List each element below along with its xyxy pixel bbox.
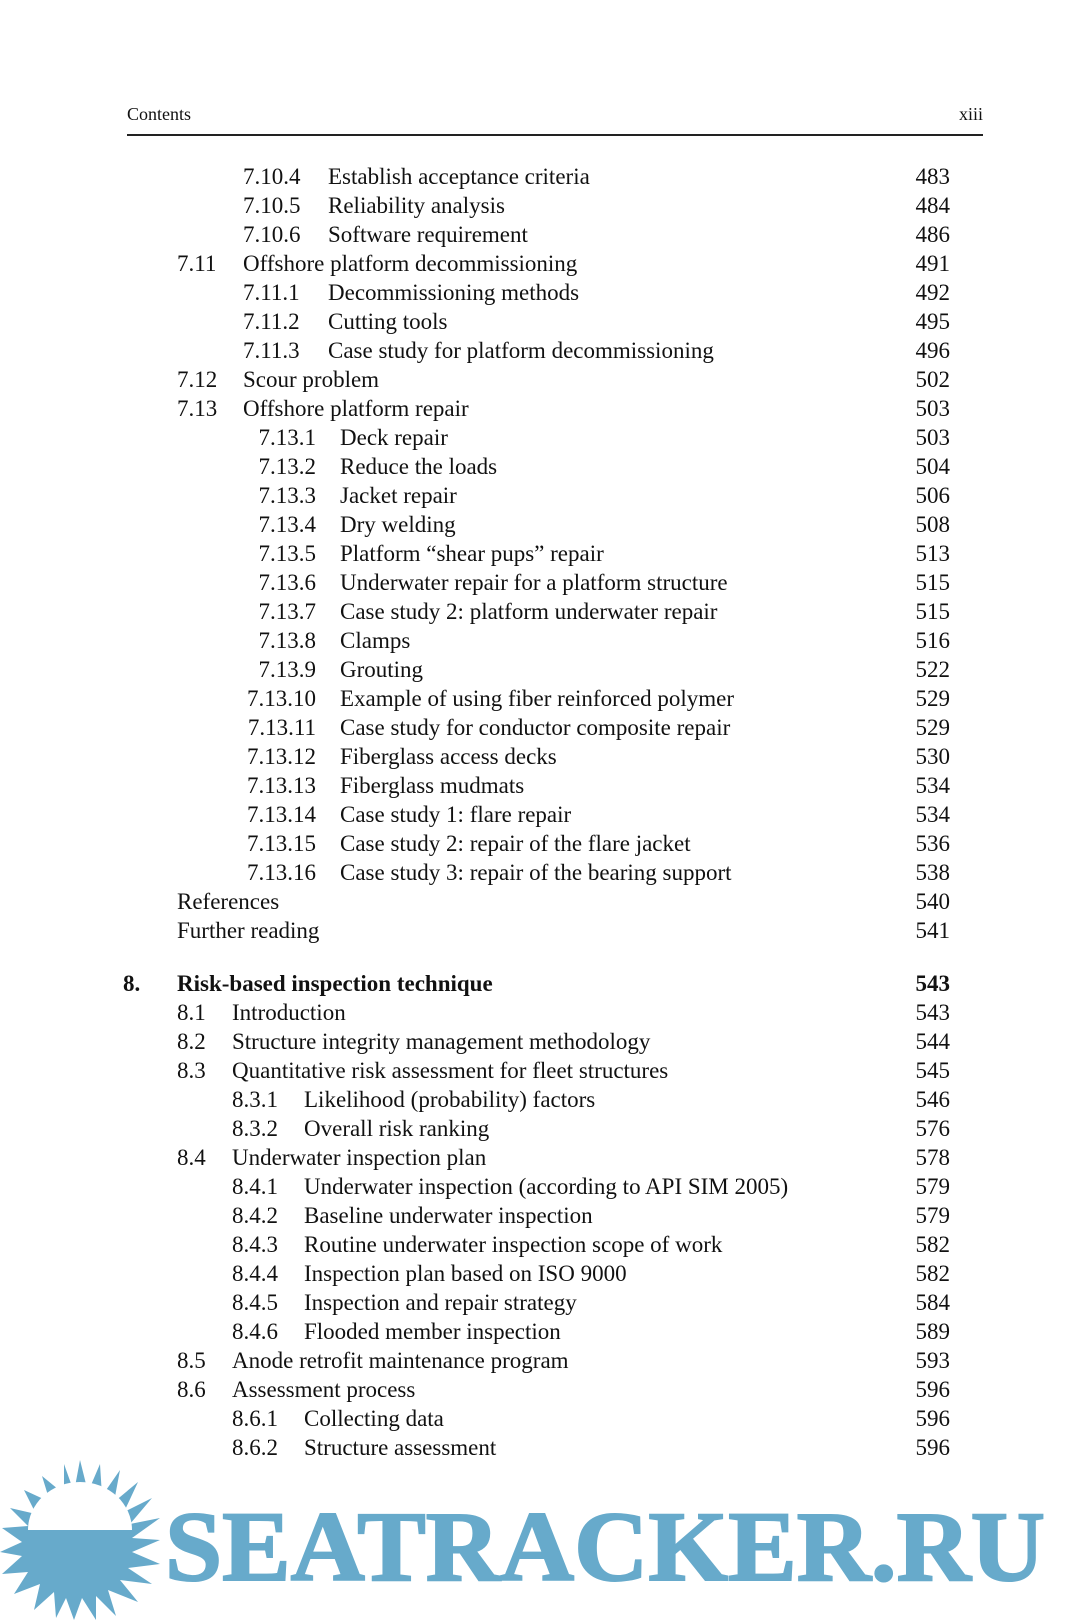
toc-entry[interactable] xyxy=(0,1259,950,1289)
toc-entry-number: 7.13.7 xyxy=(258,599,316,624)
toc-entry-number: 8.4.1 xyxy=(232,1174,278,1199)
toc-entry-title: Introduction xyxy=(232,1000,346,1025)
toc-entry[interactable] xyxy=(0,365,950,395)
toc-entry-number: 8.1 xyxy=(177,1000,206,1025)
toc-entry-number: 7.13.9 xyxy=(258,657,316,682)
toc-entry-number: 7.11.1 xyxy=(243,280,300,305)
toc-entry[interactable] xyxy=(0,655,950,685)
toc-entry[interactable] xyxy=(0,1375,950,1405)
toc-entry-title: Further reading xyxy=(177,918,320,943)
running-header xyxy=(127,100,983,136)
toc-entry-title: Case study 1: flare repair xyxy=(340,802,572,827)
toc-entry-page: 529 xyxy=(915,686,950,711)
toc-entry[interactable] xyxy=(0,452,950,482)
toc-entry-page: 593 xyxy=(915,1348,950,1373)
toc-entry[interactable] xyxy=(0,278,950,308)
toc-entry-title: Offshore platform repair xyxy=(243,396,469,421)
toc-entry-number: 7.12 xyxy=(177,367,218,392)
toc-entry-title: Routine underwater inspection scope of work xyxy=(304,1232,723,1257)
toc-entry-title: Underwater repair for a platform structure xyxy=(340,570,728,595)
toc-entry[interactable] xyxy=(0,829,950,859)
toc-entry-page: 486 xyxy=(915,222,950,247)
toc-entry-page: 503 xyxy=(915,396,950,421)
toc-entry-page: 513 xyxy=(915,541,950,566)
toc-entry-page: 536 xyxy=(915,831,950,856)
toc-entry-page: 579 xyxy=(915,1203,950,1228)
toc-entry-number: 8.4 xyxy=(177,1145,206,1170)
toc-entry[interactable] xyxy=(0,916,950,946)
toc-entry-number: 7.13.10 xyxy=(247,686,316,711)
toc-entry-page: 502 xyxy=(915,367,950,392)
toc-entry[interactable] xyxy=(0,1288,950,1318)
toc-entry-page: 508 xyxy=(915,512,950,537)
toc-entry[interactable] xyxy=(0,713,950,743)
toc-entry-title: References xyxy=(177,889,280,914)
toc-entry-title: Case study 3: repair of the bearing support xyxy=(340,860,732,885)
toc-entry-number: 8.3.2 xyxy=(232,1116,278,1141)
toc-entry-title: Deck repair xyxy=(340,425,448,450)
toc-entry-page: 495 xyxy=(915,309,950,334)
toc-entry-page: 543 xyxy=(915,971,950,996)
toc-entry-page: 496 xyxy=(915,338,950,363)
toc-entry-page: 529 xyxy=(915,715,950,740)
toc-entry-title: Collecting data xyxy=(304,1406,444,1431)
toc-entry-title: Inspection and repair strategy xyxy=(304,1290,577,1315)
header-page-number: xiii xyxy=(958,104,983,124)
toc-entry-number: 7.10.4 xyxy=(243,164,301,189)
toc-entry[interactable] xyxy=(0,684,950,714)
toc-entry-page: 534 xyxy=(915,773,950,798)
toc-entry-title: Likelihood (probability) factors xyxy=(304,1087,596,1112)
toc-entry-title: Fiberglass mudmats xyxy=(340,773,525,798)
toc-entry-title: Case study for conductor composite repair xyxy=(340,715,731,740)
toc-entry-page: 544 xyxy=(915,1029,950,1054)
toc-entry-title: Scour problem xyxy=(243,367,380,392)
toc-entry-title: Underwater inspection plan xyxy=(232,1145,487,1170)
toc-entry-page: 540 xyxy=(915,889,950,914)
toc-entry-page: 546 xyxy=(915,1087,950,1112)
toc-entry[interactable] xyxy=(0,771,950,801)
toc-entry-number: 8.4.6 xyxy=(232,1319,278,1344)
toc-entry-title: Cutting tools xyxy=(328,309,448,334)
toc-entry-number: 8.5 xyxy=(177,1348,206,1373)
toc-entry-number: 7.13.2 xyxy=(258,454,316,479)
toc-entry[interactable] xyxy=(0,800,950,830)
toc-entry-number: 7.13.8 xyxy=(258,628,316,653)
toc-entry-page: 582 xyxy=(915,1261,950,1286)
toc-entry-title: Reliability analysis xyxy=(328,193,505,218)
toc-entry-page: 483 xyxy=(915,164,950,189)
toc-entry-title: Platform “shear pups” repair xyxy=(340,541,604,566)
toc-entry[interactable] xyxy=(0,1085,950,1115)
toc-entry-page: 596 xyxy=(915,1377,950,1402)
toc-entry-number: 7.13.12 xyxy=(247,744,316,769)
toc-entry-title: Quantitative risk assessment for fleet structures xyxy=(232,1058,669,1083)
toc-entry-title: Case study for platform decommissioning xyxy=(328,338,714,363)
toc-entry-number: 7.13.4 xyxy=(258,512,316,537)
toc-entry-number: 7.13.13 xyxy=(247,773,316,798)
toc-entry-number: 7.10.6 xyxy=(243,222,301,247)
toc-entry-title: Anode retrofit maintenance program xyxy=(232,1348,569,1373)
toc-entry-title: Flooded member inspection xyxy=(304,1319,561,1344)
toc-entry-number: 8.3 xyxy=(177,1058,206,1083)
toc-entry-number: 7.13.16 xyxy=(247,860,316,885)
toc-entry-title: Establish acceptance criteria xyxy=(328,164,590,189)
toc-entry-title: Structure assessment xyxy=(304,1435,497,1460)
toc-entry-number: 7.10.5 xyxy=(243,193,301,218)
toc-entry-page: 576 xyxy=(915,1116,950,1141)
toc-entry-title: Assessment process xyxy=(232,1377,416,1402)
toc-entry-page: 506 xyxy=(915,483,950,508)
toc-entry-number: 7.13.14 xyxy=(247,802,316,827)
toc-entry[interactable] xyxy=(0,1114,950,1144)
toc-entry[interactable] xyxy=(0,423,950,453)
toc-entry-page: 530 xyxy=(915,744,950,769)
toc-entry[interactable] xyxy=(0,191,950,221)
toc-entry-title: Reduce the loads xyxy=(340,454,498,479)
toc-entry[interactable] xyxy=(0,220,950,250)
toc-entry-title: Underwater inspection (according to API SIM 2005) xyxy=(304,1174,789,1199)
toc-entry[interactable] xyxy=(0,394,950,424)
toc-entry-number: 7.11.2 xyxy=(243,309,300,334)
toc-entry[interactable] xyxy=(0,1143,950,1173)
toc-entry-title: Structure integrity management methodology xyxy=(232,1029,651,1054)
toc-entry[interactable] xyxy=(0,969,950,999)
toc-entry-number: 7.13.3 xyxy=(258,483,316,508)
toc-entry-title: Example of using fiber reinforced polymer xyxy=(340,686,735,711)
toc-entry-page: 515 xyxy=(915,599,950,624)
toc-entry-page: 522 xyxy=(915,657,950,682)
toc-entry-title: Offshore platform decommissioning xyxy=(243,251,578,276)
toc-entry[interactable] xyxy=(0,1172,950,1202)
toc-entry-page: 579 xyxy=(915,1174,950,1199)
toc-entry-number: 7.13.11 xyxy=(247,715,316,740)
toc-entry[interactable] xyxy=(0,539,950,569)
seatracker-watermark xyxy=(0,1460,1080,1620)
toc-entry[interactable] xyxy=(0,1027,950,1057)
toc-entry-number: 8. xyxy=(123,971,141,996)
toc-entry[interactable] xyxy=(0,1346,950,1376)
toc-entry[interactable] xyxy=(0,998,950,1028)
header-section-title: Contents xyxy=(127,104,192,124)
toc-entry[interactable] xyxy=(0,249,950,279)
toc-entry-title: Dry welding xyxy=(340,512,456,537)
toc-entry-number: 8.6.1 xyxy=(232,1406,278,1431)
toc-entry[interactable] xyxy=(0,481,950,511)
toc-entry-title: Software requirement xyxy=(328,222,528,247)
toc-entry-title: Baseline underwater inspection xyxy=(304,1203,593,1228)
toc-entry-page: 584 xyxy=(915,1290,950,1315)
toc-entry-page: 538 xyxy=(915,860,950,885)
watermark-text: SEATRACKER.RU xyxy=(165,1491,1045,1602)
toc-entry-number: 7.13.6 xyxy=(258,570,316,595)
toc-entry-page: 596 xyxy=(915,1435,950,1460)
toc-entry[interactable] xyxy=(0,1404,950,1434)
toc-entry-title: Inspection plan based on ISO 9000 xyxy=(304,1261,627,1286)
toc-entry-title: Grouting xyxy=(340,657,424,682)
toc-entry-number: 8.3.1 xyxy=(232,1087,278,1112)
toc-entry-number: 7.13.1 xyxy=(258,425,316,450)
toc-entry-number: 7.11 xyxy=(177,251,217,276)
toc-entry-page: 545 xyxy=(915,1058,950,1083)
toc-entry-page: 589 xyxy=(915,1319,950,1344)
toc-entry[interactable] xyxy=(0,1230,950,1260)
toc-entry-page: 484 xyxy=(915,193,950,218)
toc-entry-page: 578 xyxy=(915,1145,950,1170)
toc-entry-title: Overall risk ranking xyxy=(304,1116,490,1141)
toc-entry[interactable] xyxy=(0,742,950,772)
toc-entry-number: 8.2 xyxy=(177,1029,206,1054)
toc-entry-page: 503 xyxy=(915,425,950,450)
toc-entry-title: Case study 2: platform underwater repair xyxy=(340,599,718,624)
toc-entry-title: Case study 2: repair of the flare jacket xyxy=(340,831,691,856)
toc-entry-title: Fiberglass access decks xyxy=(340,744,557,769)
toc-entry-page: 582 xyxy=(915,1232,950,1257)
toc-entry-page: 534 xyxy=(915,802,950,827)
toc-entry[interactable] xyxy=(0,510,950,540)
sun-logo-icon xyxy=(0,1460,160,1620)
toc-entry-number: 8.4.5 xyxy=(232,1290,278,1315)
toc-entry-page: 543 xyxy=(915,1000,950,1025)
toc-entry[interactable] xyxy=(0,887,950,917)
toc-entry-page: 515 xyxy=(915,570,950,595)
toc-entry[interactable] xyxy=(0,1317,950,1347)
toc-entry-page: 491 xyxy=(915,251,950,276)
toc-entry[interactable] xyxy=(0,568,950,598)
toc-entry[interactable] xyxy=(0,597,950,627)
toc-entry[interactable] xyxy=(0,1056,950,1086)
toc-entry-number: 7.13 xyxy=(177,396,218,421)
toc-entry[interactable] xyxy=(0,1433,950,1463)
header-rule xyxy=(127,134,983,136)
toc-entry-number: 8.6.2 xyxy=(232,1435,278,1460)
toc-entry-number: 7.13.5 xyxy=(258,541,316,566)
toc-entry[interactable] xyxy=(0,1201,950,1231)
toc-entry[interactable] xyxy=(0,626,950,656)
toc-entry-title: Risk-based inspection technique xyxy=(177,971,493,996)
toc-entry-number: 7.11.3 xyxy=(243,338,300,363)
toc-entry-page: 516 xyxy=(915,628,950,653)
toc-entry-title: Decommissioning methods xyxy=(328,280,580,305)
toc-entry[interactable] xyxy=(0,162,950,192)
toc-entry-number: 8.4.4 xyxy=(232,1261,278,1286)
toc-entry[interactable] xyxy=(0,307,950,337)
toc-entry[interactable] xyxy=(0,336,950,366)
toc-entry-page: 492 xyxy=(915,280,950,305)
toc-entry[interactable] xyxy=(0,858,950,888)
toc-entry-number: 7.13.15 xyxy=(247,831,316,856)
toc-entry-number: 8.4.2 xyxy=(232,1203,278,1228)
toc-entry-page: 504 xyxy=(915,454,950,479)
toc-entry-number: 8.6 xyxy=(177,1377,206,1402)
toc-entry-title: Jacket repair xyxy=(340,483,457,508)
toc-entry-page: 541 xyxy=(915,918,950,943)
toc-entry-page: 596 xyxy=(915,1406,950,1431)
toc-entry-title: Clamps xyxy=(340,628,411,653)
toc-entry-number: 8.4.3 xyxy=(232,1232,278,1257)
